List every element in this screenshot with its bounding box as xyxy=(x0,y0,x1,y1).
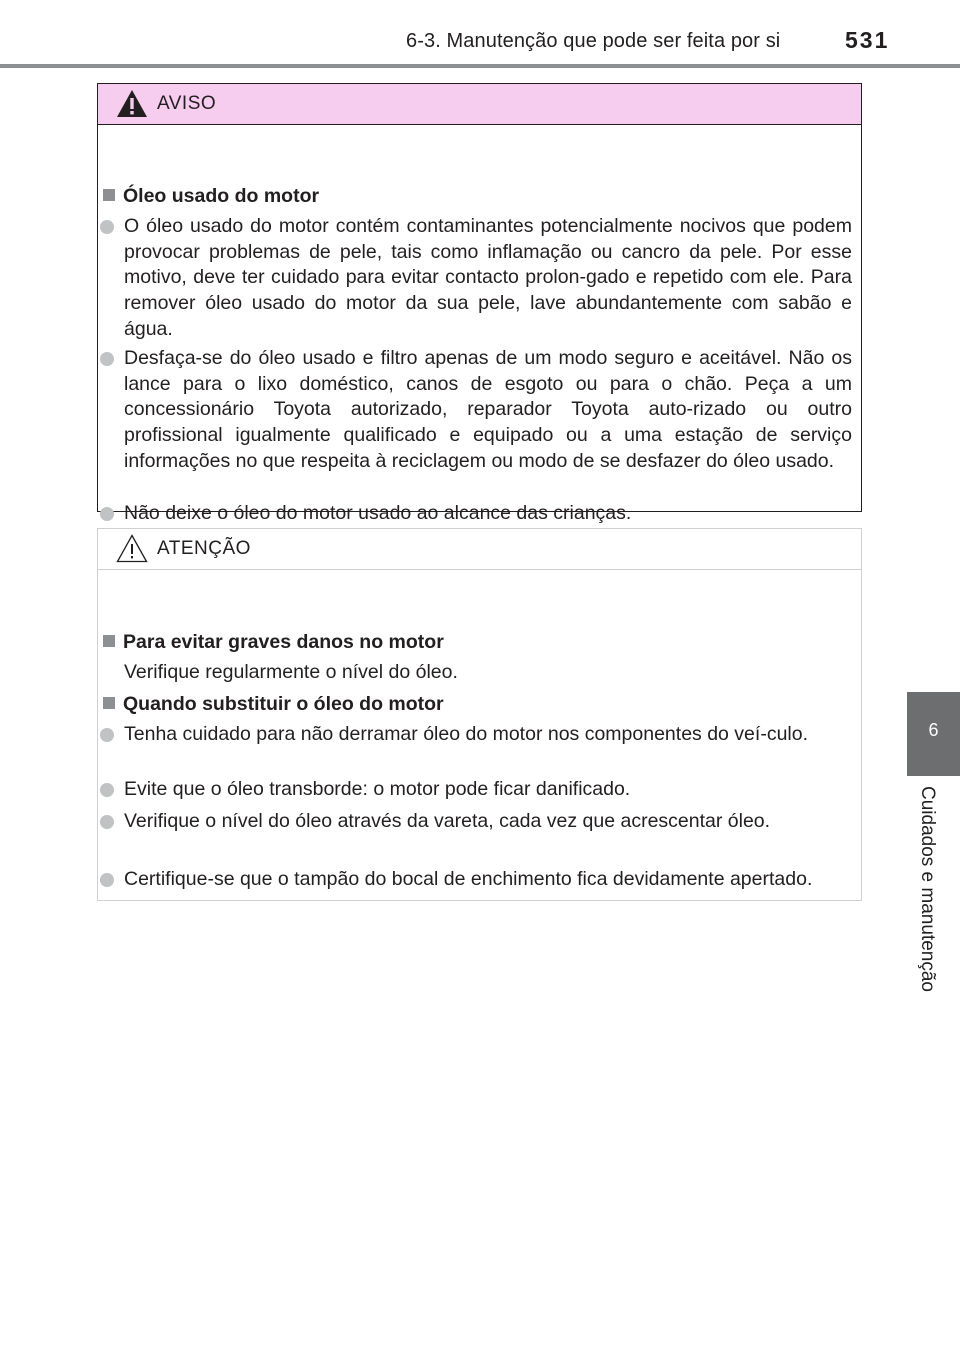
section-title: 6-3. Manutenção que pode ser feita por si xyxy=(406,30,781,52)
caution-topic-title: Para evitar graves danos no motor xyxy=(123,631,444,653)
caution-topic-title: Quando substituir o óleo do motor xyxy=(123,693,444,715)
caution-triangle-icon xyxy=(115,533,149,564)
warning-topic-title: Óleo usado do motor xyxy=(123,185,320,207)
list-item xyxy=(124,867,852,893)
caution-title: ATENÇÃO xyxy=(157,538,251,559)
warning-triangle-icon xyxy=(115,88,149,119)
list-item-text: Desfaça-se do óleo usado e filtro apenas de um modo seguro e aceitável. Não os lance para o lixo doméstico, canos de esgoto ou para o chão. Peça a um concessionário Toyota autorizado, reparador Toyota auto-rizado ou outro profissional igualmente qualificado e equipado ou a uma estação de serviço informações no que respeita à reciclagem ou modo de se desfazer do óleo usado. xyxy=(124,347,852,472)
caution-topic-text: Verifique regularmente o nível do óleo. xyxy=(124,661,458,683)
list-item-text: Verifique o nível do óleo através da vareta, cada vez que acrescentar óleo. xyxy=(124,810,771,832)
bullet-icon xyxy=(100,728,114,742)
list-item-text: Não deixe o óleo do motor usado ao alcance das crianças. xyxy=(124,502,632,524)
list-item xyxy=(124,722,852,748)
chapter-label xyxy=(911,786,945,1016)
warning-title: AVISO xyxy=(157,93,217,114)
square-bullet-icon xyxy=(103,635,115,647)
caution-topic xyxy=(103,631,444,654)
bullet-icon xyxy=(100,507,114,521)
warning-box xyxy=(97,83,862,524)
caution-box xyxy=(97,528,862,901)
list-item xyxy=(124,346,852,475)
chapter-label-text: Cuidados e manutenção xyxy=(917,786,938,992)
warning-topic xyxy=(103,185,319,208)
list-item-text: O óleo usado do motor contém contaminantes potencialmente nocivos que podem provocar problemas de pele, tais como inflamação ou cancro da pele. Por esse motivo, deve ter cuidado para evitar contacto prolon-gado e repetido com ele. Para remover óleo usado do motor da sua pele, lave abundantemente com sabão e água. xyxy=(124,215,852,340)
square-bullet-icon xyxy=(103,697,115,709)
list-item xyxy=(124,501,852,527)
caution-box-header xyxy=(98,529,861,570)
page-number: 531 xyxy=(845,27,890,53)
bullet-icon xyxy=(100,873,114,887)
square-bullet-icon xyxy=(103,189,115,201)
list-item xyxy=(124,777,852,803)
list-item xyxy=(124,214,852,343)
list-item-text: Certifique-se que o tampão do bocal de enchimento fica devidamente apertado. xyxy=(124,868,813,890)
page-header xyxy=(0,0,960,70)
chapter-number: 6 xyxy=(928,720,939,740)
chapter-tab[interactable] xyxy=(907,692,960,776)
warning-box-header xyxy=(98,84,861,125)
bullet-icon xyxy=(100,815,114,829)
list-item-text: Evite que o óleo transborde: o motor pode ficar danificado. xyxy=(124,778,631,800)
header-divider xyxy=(0,64,960,68)
bullet-icon xyxy=(100,220,114,234)
bullet-icon xyxy=(100,783,114,797)
list-item-text: Tenha cuidado para não derramar óleo do motor nos componentes do veí-culo. xyxy=(124,723,809,745)
list-item xyxy=(124,809,852,835)
caution-topic xyxy=(103,693,444,716)
bullet-icon xyxy=(100,352,114,366)
